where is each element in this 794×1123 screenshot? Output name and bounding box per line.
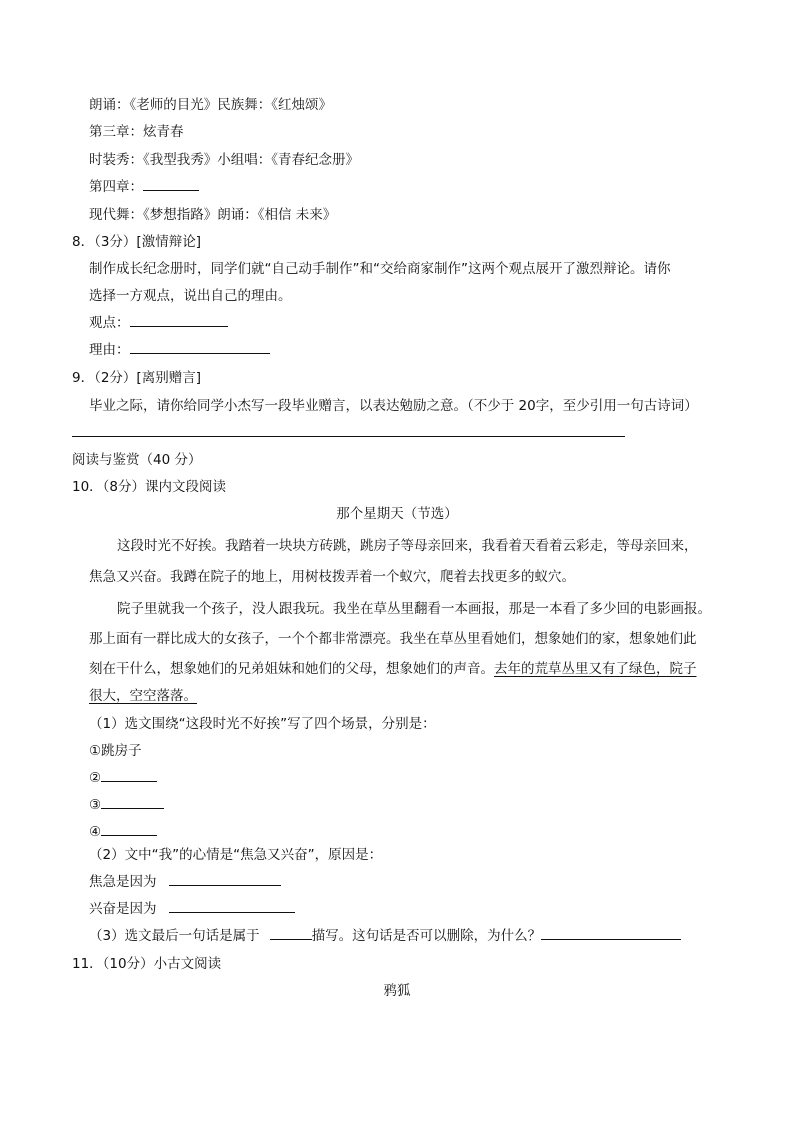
q8-body-line-2: 选择一方观点，说出自己的理由。	[89, 288, 292, 304]
excited-label: 兴奋是因为	[89, 901, 157, 917]
q9-heading: 9．（2分）[离别赠言]	[72, 370, 201, 386]
passage-p2-line-2: 那上面有一群比成大的女孩子，一个个都非常漂亮。我坐在草丛里看她们，想象她们的家，想象她们此	[89, 631, 697, 647]
sub3-text-a: （3）选文最后一句话是属于	[89, 928, 260, 944]
q11-heading: 11．（10分）小古文阅读	[72, 956, 222, 972]
q10-sub3	[89, 927, 681, 945]
excited-blank[interactable]	[169, 900, 295, 913]
scene-3	[89, 796, 164, 814]
q10-sub1: （1）选文围绕“这段时光不好挨”写了四个场景，分别是：	[89, 716, 436, 732]
viewpoint-blank[interactable]	[130, 314, 228, 327]
underlined-sentence-part-1: 去年的荒草丛里又有了绿色，院子	[494, 661, 697, 677]
viewpoint-label: 观点：	[89, 315, 130, 331]
q9-body: 毕业之际，请你给同学小杰写一段毕业赠言，以表达勉励之意。（不少于 20字，至少引用一句古诗词）	[89, 398, 698, 414]
scene-3-blank[interactable]	[101, 796, 164, 809]
q10-sub2: （2）文中“我”的心情是“焦急又兴奋”，原因是：	[89, 847, 383, 863]
passage-p2-line-3-text: 刻在干什么，想象她们的兄弟姐妹和她们的父母，想象她们的声音。	[89, 661, 494, 677]
program-line-3: 时装秀：《我型我秀》小组唱：《青春纪念册》	[89, 152, 359, 168]
passage-p2-line-1: 院子里就我一个孩子，没人跟我玩。我坐在草丛里翻看一本画报，那是一本看了多少回的电影画报。	[117, 601, 711, 617]
scene-2	[89, 769, 157, 787]
program-chapter-4	[89, 178, 199, 196]
passage-p2-line-3	[89, 660, 697, 678]
passage-p1-line-2: 焦急又兴奋。我蹲在院子的地上，用树枝拨弄着一个蚁穴，爬着去找更多的蚁穴。	[89, 569, 575, 585]
q8-reason	[89, 341, 270, 359]
q10-heading: 10．（8分）课内文段阅读	[72, 479, 227, 495]
section-heading: 阅读与鉴赏（40 分）	[72, 452, 202, 468]
scene-1: ①跳房子	[89, 743, 142, 759]
program-line-1: 朗诵：《老师的目光》民族舞：《红烛颂》	[89, 97, 332, 113]
scene-4-blank[interactable]	[101, 823, 157, 836]
passage-title: 那个星期天（节选）	[336, 506, 458, 522]
scene-2-label: ②	[89, 770, 102, 786]
anxious-reason	[89, 873, 281, 891]
q8-body-line-1: 制作成长纪念册时，同学们就“自己动手制作”和“交给商家制作”这两个观点展开了激烈辩论。请你	[89, 261, 671, 277]
scene-2-blank[interactable]	[101, 769, 157, 782]
description-type-blank[interactable]	[270, 927, 312, 940]
chapter-4-label: 第四章：	[89, 179, 143, 195]
scene-3-label: ③	[89, 797, 102, 813]
chapter-4-blank[interactable]	[143, 178, 199, 191]
scene-4-label: ④	[89, 824, 102, 840]
sub3-answer-blank[interactable]	[541, 927, 681, 940]
program-line-5: 现代舞：《梦想指路》朗诵：《相信 未来》	[89, 207, 337, 223]
excited-reason	[89, 900, 295, 918]
sub3-text-b: 描写。这句话是否可以删除，为什么？	[311, 928, 542, 944]
passage-p2-line-4	[89, 687, 197, 705]
q9-answer-line[interactable]	[72, 436, 625, 437]
anxious-blank[interactable]	[169, 873, 281, 886]
underlined-sentence-part-2: 很大，空空落落。	[89, 688, 197, 704]
q8-viewpoint	[89, 314, 228, 332]
scene-4	[89, 823, 157, 841]
q11-title: 鸦狐	[383, 983, 411, 999]
reason-blank[interactable]	[130, 341, 270, 354]
passage-p1-line-1: 这段时光不好挨。我踏着一块块方砖跳，跳房子等母亲回来，我看着天看着云彩走，等母亲回来，	[117, 538, 698, 554]
q8-heading: 8．（3分）[激情辩论]	[72, 234, 201, 250]
reason-label: 理由：	[89, 342, 130, 358]
program-chapter-3: 第三章：炫青春	[89, 124, 184, 140]
anxious-label: 焦急是因为	[89, 874, 157, 890]
